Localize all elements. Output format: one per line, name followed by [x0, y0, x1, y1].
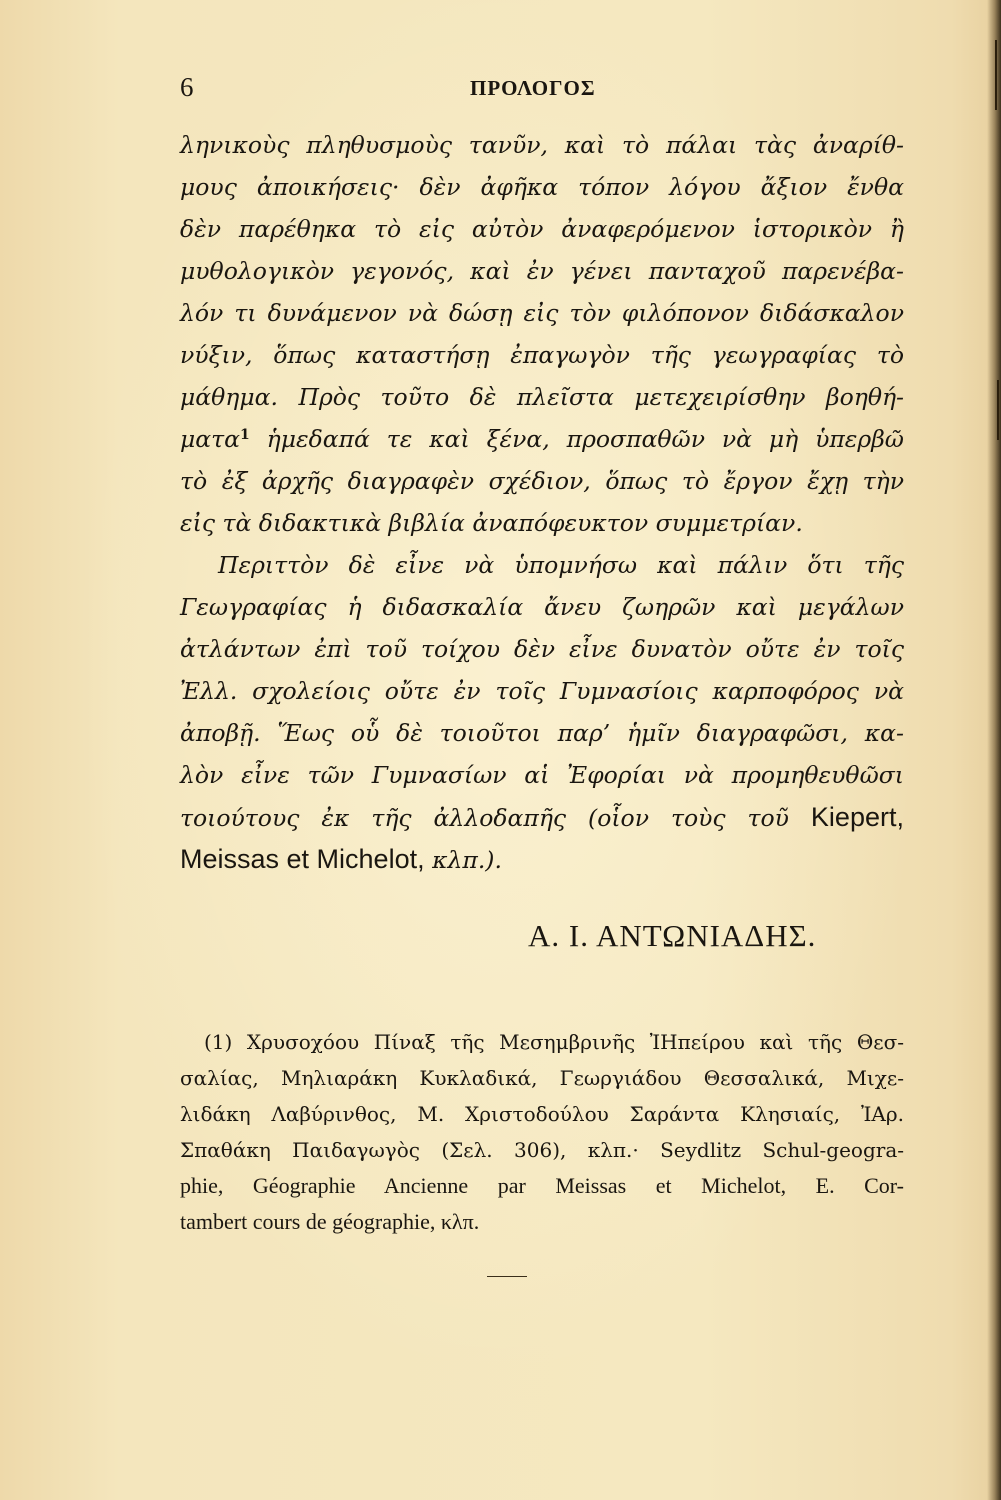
footnote-line: λιδάκη Λαβύρινθος, Μ. Χριστοδούλου Σαράντα Κλησιαίς, ἸΑρ.: [180, 1102, 904, 1126]
footnote-reference: 1: [240, 427, 250, 443]
text-line: ἀποβῇ. Ἕως οὗ δὲ τοιοῦτοι παρ’ ἡμῖν διαγραφῶσι, κα-: [180, 719, 904, 747]
footnote-line: σαλίας, Μηλιαράκη Κυκλαδικά, Γεωργιάδου Θεσσαλικά, Μιχε-: [180, 1066, 904, 1090]
text-line: λόν τι δυνάμενον νὰ δώσῃ εἰς τὸν φιλόπονον διδάσκαλον: [180, 299, 904, 327]
page-edge-mark: [995, 40, 997, 110]
text-line: μους ἀποικήσεις· δὲν ἀφῆκα τόπον λόγου ἄξιον ἔνθα: [180, 173, 904, 201]
author-signature: Α. Ι. ΑΝΤΩΝΙΑΔΗΣ.: [528, 918, 817, 953]
text-line: λὸν εἶνε τῶν Γυμνασίων αἱ Ἐφορίαι νὰ προμηθευθῶσι: [180, 761, 904, 789]
text-line: [180, 418, 904, 460]
text-line: [180, 838, 904, 880]
text-fragment: τοιούτους ἐκ τῆς ἀλλοδαπῆς (οἷον τοὺς τοῦ: [180, 804, 789, 832]
footnote-line: Σπαθάκη Παιδαγωγὸς (Σελ. 306), κλπ.· Seydlitz Schul-geogra-: [180, 1138, 904, 1162]
text-line: τὸ ἐξ ἀρχῆς διαγραφὲν σχέδιον, ὅπως τὸ ἔργον ἔχῃ τὴν: [180, 467, 904, 495]
running-head: [180, 72, 904, 108]
page-number: 6: [180, 72, 194, 102]
text-line: Περιττὸν δὲ εἶνε νὰ ὑπομνήσω καὶ πάλιν ὅτι τῆς: [218, 551, 904, 579]
text-line: Ἐλλ. σχολείοις οὔτε ἐν τοῖς Γυμνασίοις καρποφόρος νὰ: [180, 677, 904, 705]
footnote-line: tambert cours de géographie, κλπ.: [180, 1209, 480, 1234]
footnote-line: phie, Géographie Ancienne par Meissas et Michelot, E. Cor-: [180, 1173, 904, 1198]
body-text: [180, 124, 904, 880]
text-line: Γεωγραφίας ἡ διδασκαλία ἄνευ ζωηρῶν καὶ μεγάλων: [180, 593, 904, 621]
latin-fragment: Kiepert,: [810, 802, 904, 832]
page-edge-mark: [997, 380, 999, 440]
text-line: νύξιν, ὅπως καταστήσῃ ἐπαγωγὸν τῆς γεωγραφίας τὸ: [180, 341, 904, 369]
text-fragment: ματα: [180, 425, 241, 453]
text-fragment: ἡμεδαπά τε καὶ ξένα, προσπαθῶν νὰ μὴ ὑπερβῶ: [266, 425, 904, 453]
text-line: δὲν παρέθηκα τὸ εἰς αὐτὸν ἀναφερόμενον ἱστορικὸν ἢ: [180, 215, 904, 243]
text-line: [180, 796, 904, 838]
text-line: ἀτλάντων ἐπὶ τοῦ τοίχου δὲν εἶνε δυνατὸν οὔτε ἐν τοῖς: [180, 635, 904, 663]
end-rule: [487, 1276, 527, 1277]
latin-fragment: Meissas et Michelot,: [180, 844, 425, 874]
footnote-line: (1) Χρυσοχόου Πίναξ τῆς Μεσημβρινῆς ἸΗπείρου καὶ τῆς Θεσ-: [204, 1030, 904, 1054]
footnotes: [180, 1024, 904, 1240]
text-line: ληνικοὺς πληθυσμοὺς τανῦν, καὶ τὸ πάλαι τὰς ἀναρίθ-: [180, 131, 904, 159]
text-line: μυθολογικὸν γεγονός, καὶ ἐν γένει πανταχοῦ παρενέβα-: [180, 257, 904, 285]
text-fragment: κλπ.).: [432, 846, 502, 874]
text-line: εἰς τὰ διδακτικὰ βιβλία ἀναπόφευκτον συμμετρίαν.: [180, 509, 803, 537]
page-edge-shadow: [987, 0, 1001, 1500]
text-line: μάθημα. Πρὸς τοῦτο δὲ πλεῖστα μετεχειρίσθην βοηθή-: [180, 383, 904, 411]
running-title: ΠΡΟΛΟΓΟΣ: [470, 76, 596, 100]
